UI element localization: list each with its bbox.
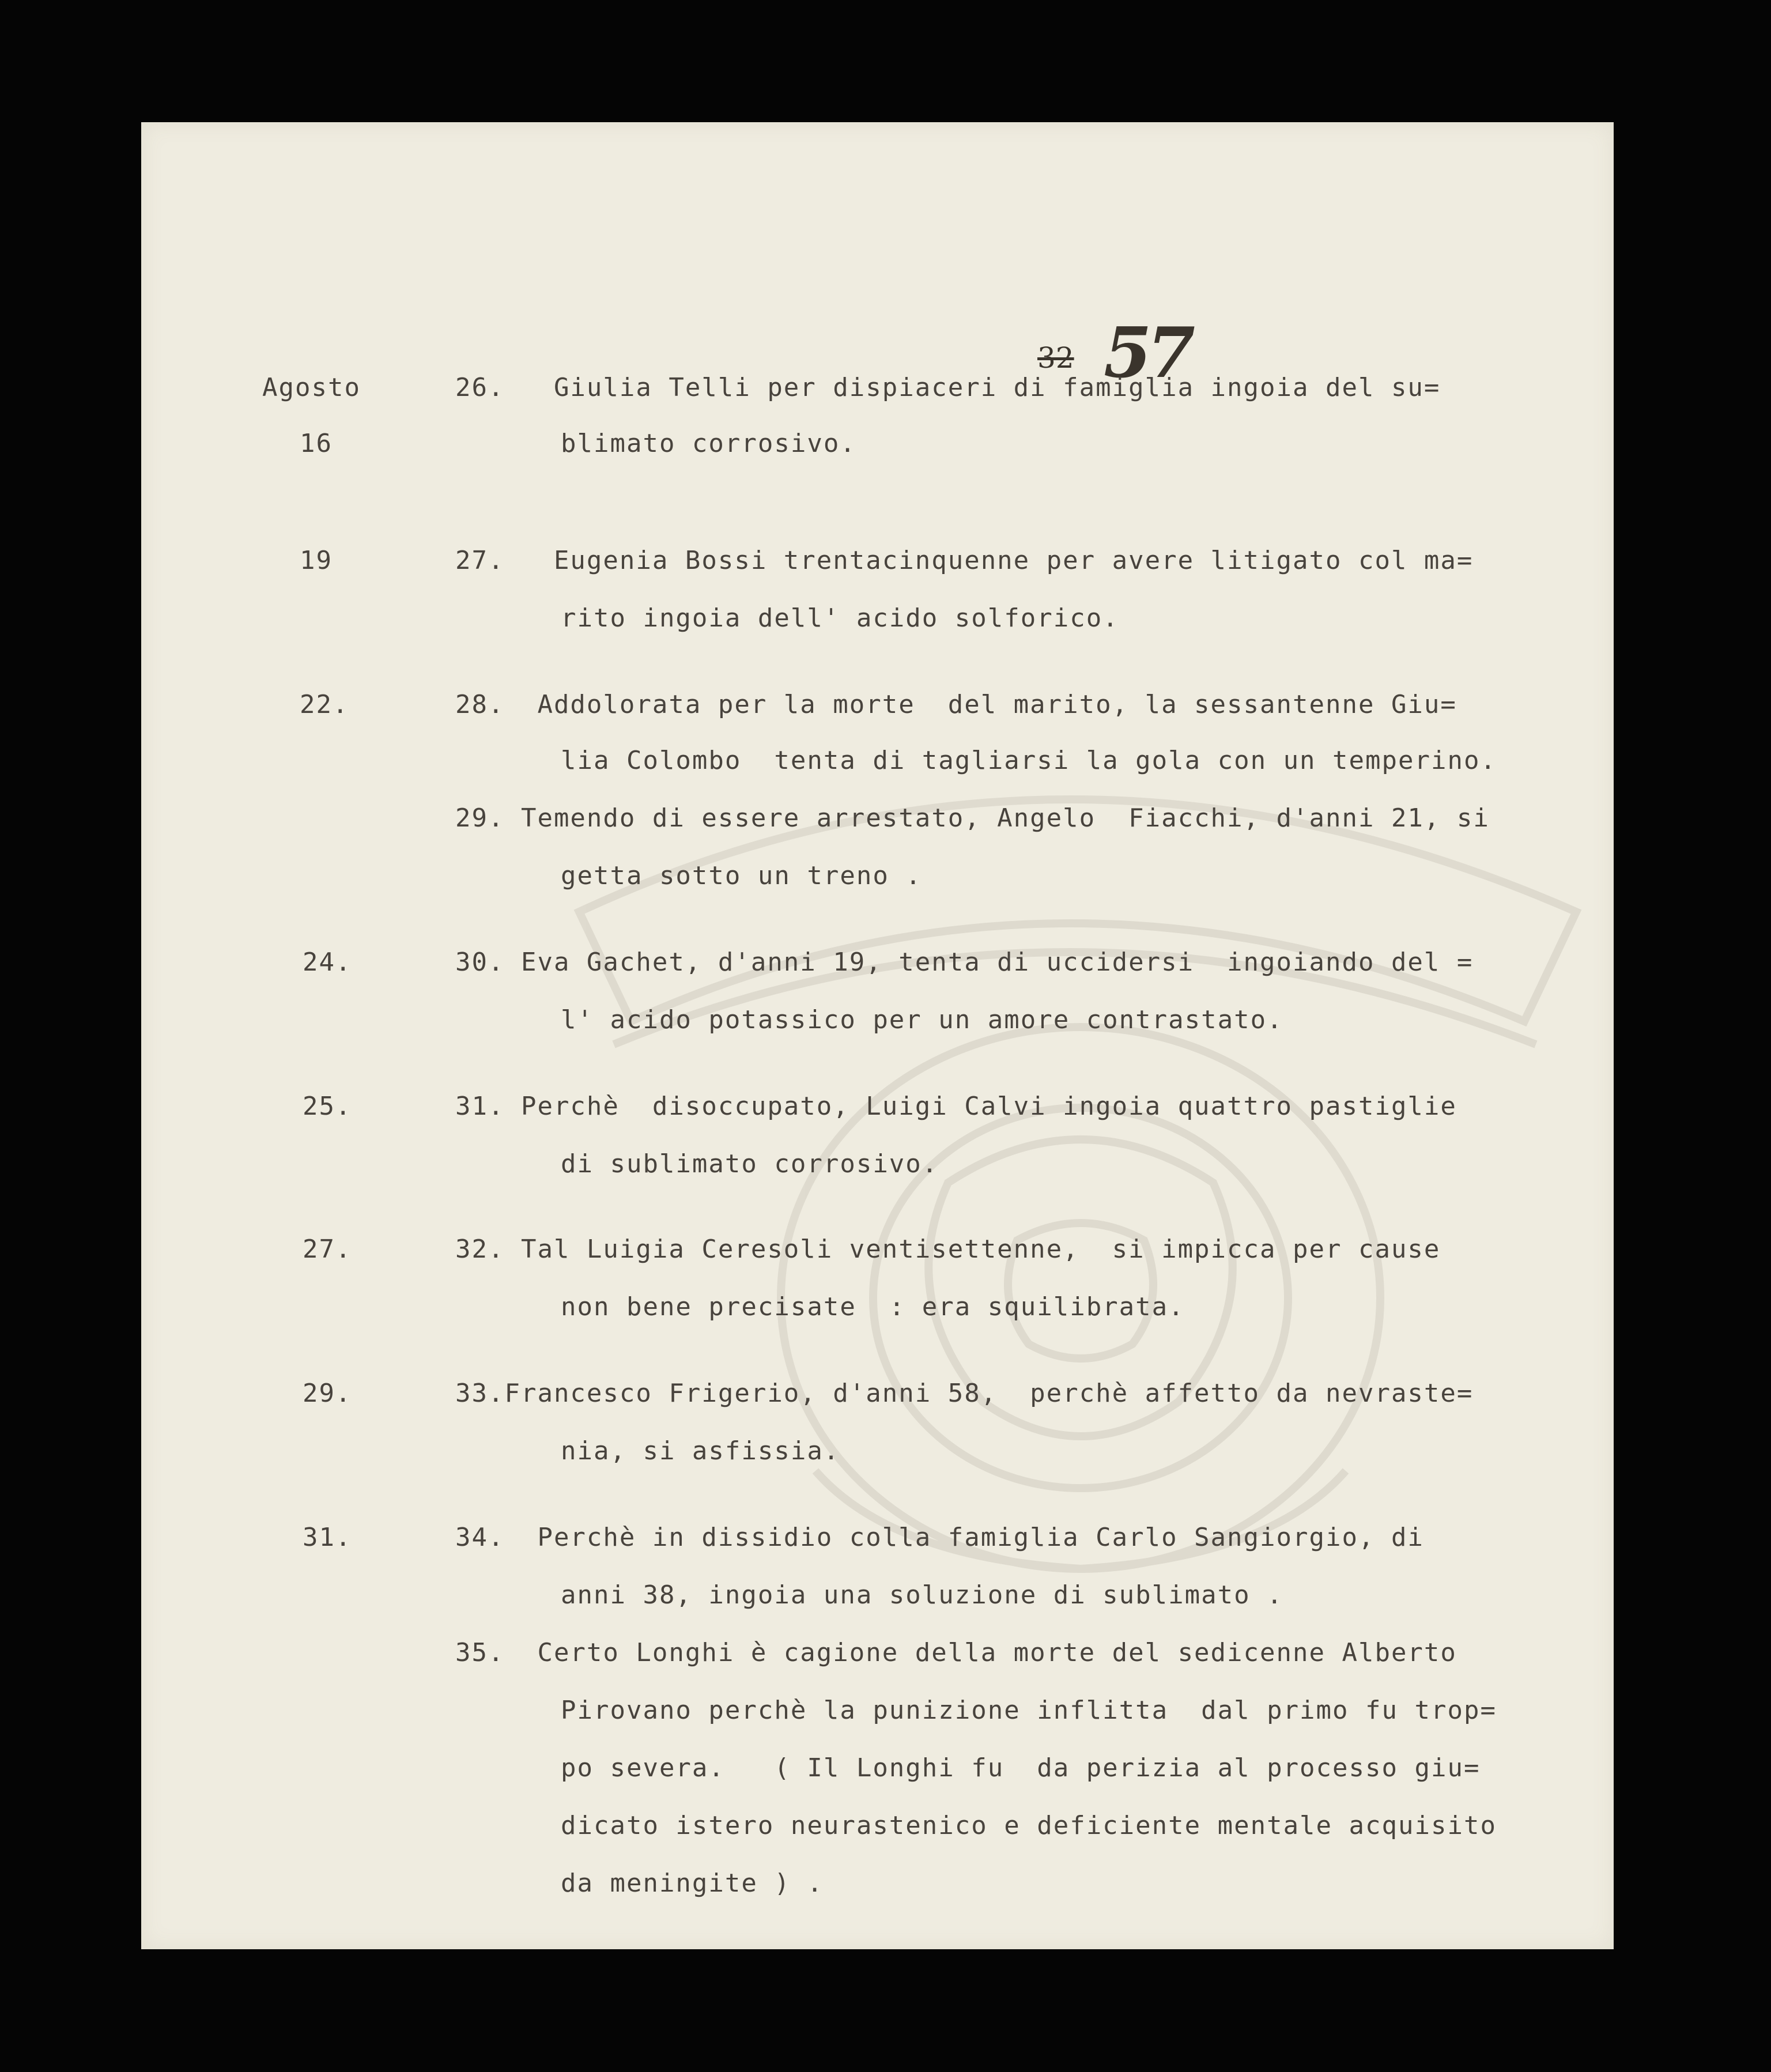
entry-line: da meningite ) . bbox=[561, 1869, 824, 1898]
entry-line: lia Colombo tenta di tagliarsi la gola con un temperino. bbox=[561, 746, 1497, 775]
entry-line: 30. Eva Gachet, d'anni 19, tenta di uccidersi ingoiando del = bbox=[455, 948, 1474, 977]
entry-line: blimato corrosivo. bbox=[561, 429, 856, 458]
date-label: 31. bbox=[303, 1523, 352, 1552]
entry-line: non bene precisate : era squilibrata. bbox=[561, 1292, 1185, 1322]
entry-line: rito ingoia dell' acido solforico. bbox=[561, 603, 1119, 633]
month-label: Agosto bbox=[262, 373, 361, 402]
entry-line: anni 38, ingoia una soluzione di sublimato . bbox=[561, 1580, 1283, 1610]
entry-line: 34. Perchè in dissidio colla famiglia Carlo Sangiorgio, di bbox=[455, 1523, 1424, 1552]
entry-line: 29. Temendo di essere arrestato, Angelo Fiacchi, d'anni 21, si bbox=[455, 803, 1490, 833]
date-label: 24. bbox=[303, 948, 352, 977]
entry-line: getta sotto un treno . bbox=[561, 861, 922, 890]
date-label: 22. bbox=[300, 690, 349, 719]
entry-line: nia, si asfissia. bbox=[561, 1436, 840, 1466]
date-label: 16 bbox=[300, 429, 333, 458]
entry-line: dicato istero neurastenico e deficiente mentale acquisito bbox=[561, 1811, 1497, 1840]
entry-line: 33.Francesco Frigerio, d'anni 58, perchè affetto da nevraste= bbox=[455, 1379, 1474, 1408]
entry-line: 32. Tal Luigia Ceresoli ventisettenne, si impicca per cause bbox=[455, 1235, 1441, 1264]
entry-line: di sublimato corrosivo. bbox=[561, 1149, 939, 1179]
entry-line: 28. Addolorata per la morte del marito, la sessantenne Giu= bbox=[455, 690, 1457, 719]
struck-page-number: 32 bbox=[1037, 341, 1074, 375]
date-label: 19 bbox=[300, 546, 333, 575]
entry-line: po severa. ( Il Longhi fu da perizia al processo giu= bbox=[561, 1753, 1481, 1783]
entry-line: 35. Certo Longhi è cagione della morte del sedicenne Alberto bbox=[455, 1638, 1457, 1667]
current-page-number: 57 bbox=[1104, 312, 1191, 394]
entry-line: 27. Eugenia Bossi trentacinquenne per avere litigato col ma= bbox=[455, 546, 1474, 575]
document-page bbox=[141, 122, 1614, 1949]
date-label: 29. bbox=[303, 1379, 352, 1408]
date-label: 27. bbox=[303, 1235, 352, 1264]
entry-line: 31. Perchè disoccupato, Luigi Calvi ingoia quattro pastiglie bbox=[455, 1092, 1457, 1121]
entry-line: l' acido potassico per un amore contrastato. bbox=[561, 1005, 1283, 1035]
entry-line: 26. Giulia Telli per dispiaceri di famiglia ingoia del su= bbox=[455, 373, 1441, 402]
date-label: 25. bbox=[303, 1092, 352, 1121]
entry-line: Pirovano perchè la punizione inflitta dal primo fu trop= bbox=[561, 1696, 1497, 1725]
